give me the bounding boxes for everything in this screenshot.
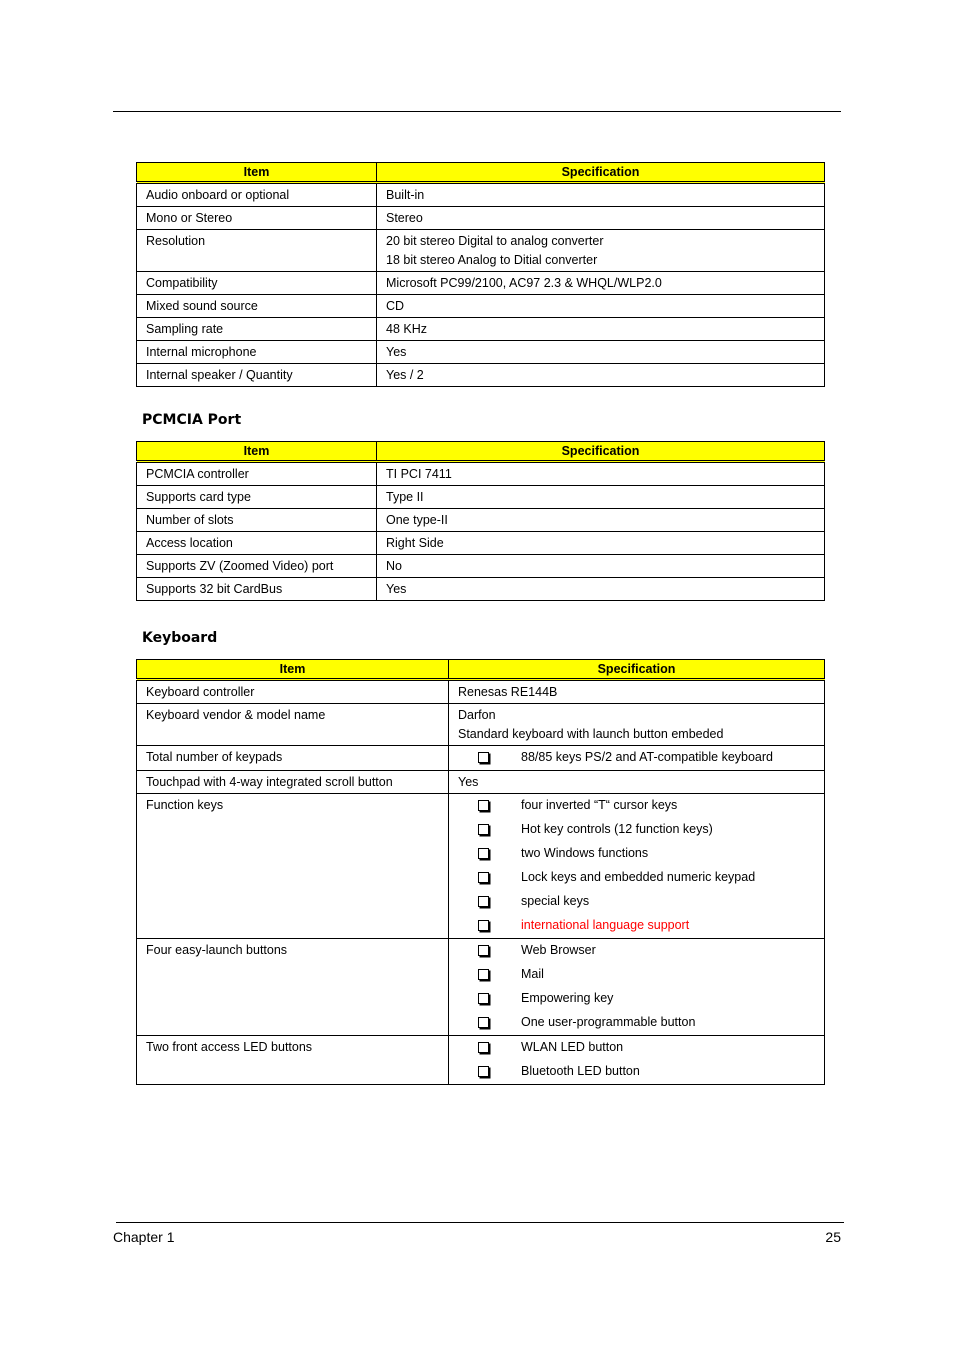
checkbox-bullet-icon <box>449 796 521 817</box>
bullet-text: two Windows functions <box>521 846 649 860</box>
table-row <box>137 704 825 746</box>
bullet-item <box>449 1013 815 1034</box>
bullet-text: Mail <box>521 967 544 981</box>
bullet-item <box>449 916 815 937</box>
spec-line: Yes <box>458 775 479 789</box>
item-cell: Supports 32 bit CardBus <box>137 578 377 601</box>
spec-line: Stereo <box>386 211 423 225</box>
table-row <box>137 746 825 771</box>
checkbox-bullet-icon <box>449 965 521 986</box>
bullet-item <box>449 868 815 889</box>
specification-column-header: Specification <box>449 660 825 680</box>
item-cell: Total number of keypads <box>137 746 449 771</box>
bullet-item <box>449 796 815 817</box>
bullet-item <box>449 941 815 962</box>
item-cell: Sampling rate <box>137 318 377 341</box>
bullet-text: Empowering key <box>521 991 614 1005</box>
spec-line: 48 KHz <box>386 322 427 336</box>
table-row <box>137 771 825 794</box>
specification-column-header: Specification <box>377 163 825 183</box>
bullet-text: international language support <box>521 918 690 932</box>
table-row <box>137 555 825 578</box>
checkbox-bullet-icon <box>449 1013 521 1034</box>
specification-cell <box>449 1036 825 1085</box>
item-cell: Number of slots <box>137 509 377 532</box>
spec-line: 18 bit stereo Analog to Ditial converter <box>386 253 598 267</box>
table-row <box>137 230 825 272</box>
specification-cell <box>449 680 825 704</box>
bullet-item <box>449 1038 815 1059</box>
item-cell: Audio onboard or optional <box>137 183 377 207</box>
specification-cell <box>449 794 825 939</box>
item-cell: Internal microphone <box>137 341 377 364</box>
checkbox-bullet-icon <box>449 916 521 937</box>
table-header-row <box>137 442 825 462</box>
specification-cell <box>377 183 825 207</box>
specification-cell <box>449 939 825 1036</box>
spec-line: Standard keyboard with launch button embeded <box>458 727 724 741</box>
bullet-text: 88/85 keys PS/2 and AT-compatible keyboard <box>521 750 774 764</box>
table-row <box>137 486 825 509</box>
bullet-item <box>449 820 815 841</box>
specification-cell <box>449 704 825 746</box>
spec-line: Microsoft PC99/2100, AC97 2.3 & WHQL/WLP2.0 <box>386 276 662 290</box>
table-header-row <box>137 660 825 680</box>
page-number: 25 <box>825 1229 841 1245</box>
chapter-label: Chapter 1 <box>113 1229 175 1245</box>
table-row <box>137 939 825 1036</box>
checkbox-bullet-icon <box>449 989 521 1010</box>
checkbox-bullet-icon <box>449 868 521 889</box>
bullet-item <box>449 892 815 913</box>
specification-cell: One type-II <box>377 509 825 532</box>
specification-cell <box>377 318 825 341</box>
bullet-text: Lock keys and embedded numeric keypad <box>521 870 756 884</box>
item-column-header: Item <box>137 163 377 183</box>
item-column-header: Item <box>137 442 377 462</box>
item-cell: Two front access LED buttons <box>137 1036 449 1085</box>
spec-line: Darfon <box>458 708 496 722</box>
specification-cell <box>377 230 825 272</box>
spec-line: Yes <box>386 345 407 359</box>
keyboard-spec-table <box>136 659 825 1085</box>
checkbox-bullet-icon <box>449 1038 521 1059</box>
checkbox-bullet-icon <box>449 892 521 913</box>
specification-cell: TI PCI 7411 <box>377 462 825 486</box>
table-row <box>137 318 825 341</box>
specification-cell <box>377 341 825 364</box>
table-row <box>137 680 825 704</box>
item-cell: Supports ZV (Zoomed Video) port <box>137 555 377 578</box>
bullet-text: WLAN LED button <box>521 1040 624 1054</box>
item-column-header: Item <box>137 660 449 680</box>
item-cell: Keyboard controller <box>137 680 449 704</box>
specification-cell <box>449 771 825 794</box>
specification-cell: Right Side <box>377 532 825 555</box>
item-cell: Access location <box>137 532 377 555</box>
item-cell: Resolution <box>137 230 377 272</box>
bullet-item <box>449 748 815 769</box>
spec-line: Built-in <box>386 188 425 202</box>
table-row <box>137 341 825 364</box>
header-rule <box>113 111 841 112</box>
table-row <box>137 207 825 230</box>
table-row <box>137 794 825 939</box>
table-header-row <box>137 163 825 183</box>
specification-cell <box>449 746 825 771</box>
specification-cell <box>377 272 825 295</box>
table-row <box>137 509 825 532</box>
item-cell: Function keys <box>137 794 449 939</box>
bullet-text: special keys <box>521 894 590 908</box>
bullet-item <box>449 844 815 865</box>
specification-cell: Yes <box>377 578 825 601</box>
item-cell: Mono or Stereo <box>137 207 377 230</box>
checkbox-bullet-icon <box>449 1062 521 1083</box>
pcmcia-section-title: PCMCIA Port <box>142 412 242 428</box>
specification-column-header: Specification <box>377 442 825 462</box>
table-row <box>137 578 825 601</box>
item-cell: Touchpad with 4-way integrated scroll button <box>137 771 449 794</box>
checkbox-bullet-icon <box>449 844 521 865</box>
checkbox-bullet-icon <box>449 820 521 841</box>
spec-line: Renesas RE144B <box>458 685 558 699</box>
checkbox-bullet-icon <box>449 941 521 962</box>
bullet-text: four inverted “T“ cursor keys <box>521 798 678 812</box>
table-row <box>137 272 825 295</box>
bullet-text: One user-programmable button <box>521 1015 696 1029</box>
spec-line: 20 bit stereo Digital to analog converter <box>386 234 604 248</box>
bullet-item <box>449 989 815 1010</box>
table-row <box>137 532 825 555</box>
pcmcia-spec-table <box>136 441 825 601</box>
checkbox-bullet-icon <box>449 748 521 769</box>
item-cell: Compatibility <box>137 272 377 295</box>
specification-cell <box>377 295 825 318</box>
audio-spec-table <box>136 162 825 387</box>
specification-cell: Type II <box>377 486 825 509</box>
table-row <box>137 183 825 207</box>
spec-line: Yes / 2 <box>386 368 424 382</box>
item-cell: Internal speaker / Quantity <box>137 364 377 387</box>
bullet-item <box>449 965 815 986</box>
item-cell: Four easy-launch buttons <box>137 939 449 1036</box>
item-cell: Keyboard vendor & model name <box>137 704 449 746</box>
table-row <box>137 462 825 486</box>
keyboard-section-title: Keyboard <box>142 630 218 646</box>
specification-cell: No <box>377 555 825 578</box>
bullet-item <box>449 1062 815 1083</box>
bullet-text: Hot key controls (12 function keys) <box>521 822 713 836</box>
spec-line: CD <box>386 299 405 313</box>
item-cell: Mixed sound source <box>137 295 377 318</box>
bullet-text: Web Browser <box>521 943 596 957</box>
bullet-text: Bluetooth LED button <box>521 1064 640 1078</box>
specification-cell <box>377 364 825 387</box>
table-row <box>137 1036 825 1085</box>
item-cell: PCMCIA controller <box>137 462 377 486</box>
footer-rule <box>116 1222 844 1223</box>
specification-cell <box>377 207 825 230</box>
table-row <box>137 364 825 387</box>
table-row <box>137 295 825 318</box>
item-cell: Supports card type <box>137 486 377 509</box>
